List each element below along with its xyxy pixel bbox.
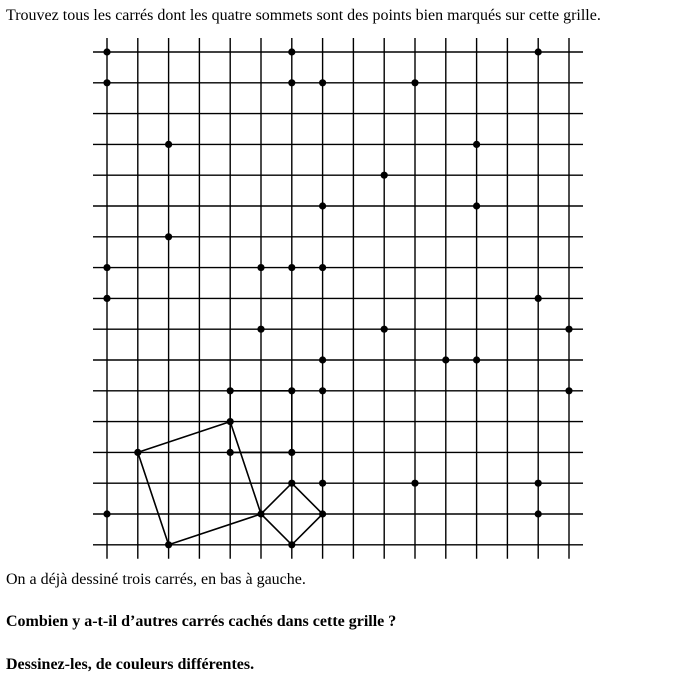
- grid-point: [227, 418, 234, 425]
- grid-point: [535, 480, 542, 487]
- grid-point: [165, 141, 172, 148]
- grid-point: [134, 449, 141, 456]
- grid-point: [103, 510, 110, 517]
- grid-point: [535, 295, 542, 302]
- grid-point: [319, 387, 326, 394]
- instruction-title: Trouvez tous les carrés dont les quatre sommets sont des points bien marqués sur cette grille.: [6, 7, 601, 24]
- grid-point: [473, 202, 480, 209]
- grid-point: [381, 326, 388, 333]
- grid-point: [288, 541, 295, 548]
- grid-point: [565, 387, 572, 394]
- grid-point: [103, 79, 110, 86]
- grid-point: [319, 264, 326, 271]
- grid-point: [319, 510, 326, 517]
- grid-point: [535, 510, 542, 517]
- grid-point: [288, 449, 295, 456]
- note-text: On a déjà dessiné trois carrés, en bas à gauche.: [6, 571, 306, 588]
- grid-point: [257, 510, 264, 517]
- grid-point: [319, 202, 326, 209]
- grid-point: [165, 541, 172, 548]
- grid-point: [288, 48, 295, 55]
- grid-point: [103, 264, 110, 271]
- grid-point: [473, 356, 480, 363]
- grid-point: [103, 48, 110, 55]
- grid-point: [319, 480, 326, 487]
- grid-point: [257, 264, 264, 271]
- grid-point: [288, 387, 295, 394]
- drawing-instruction: Dessinez-les, de couleurs différentes.: [6, 656, 255, 673]
- grid-point: [257, 326, 264, 333]
- grid-point: [381, 172, 388, 179]
- grid-point: [319, 356, 326, 363]
- grid-point: [288, 264, 295, 271]
- grid-point: [227, 449, 234, 456]
- grid-point: [165, 233, 172, 240]
- grid-point: [411, 480, 418, 487]
- grid-point: [565, 326, 572, 333]
- grid-point: [535, 48, 542, 55]
- grid-point: [227, 387, 234, 394]
- grid-point: [288, 79, 295, 86]
- grid-point: [288, 480, 295, 487]
- grid-point: [319, 79, 326, 86]
- grid-point: [103, 295, 110, 302]
- grid-point: [473, 141, 480, 148]
- question-text: Combien y a-t-il d’autres carrés cachés dans cette grille ?: [6, 613, 397, 630]
- grid-point: [411, 79, 418, 86]
- grid-point: [442, 356, 449, 363]
